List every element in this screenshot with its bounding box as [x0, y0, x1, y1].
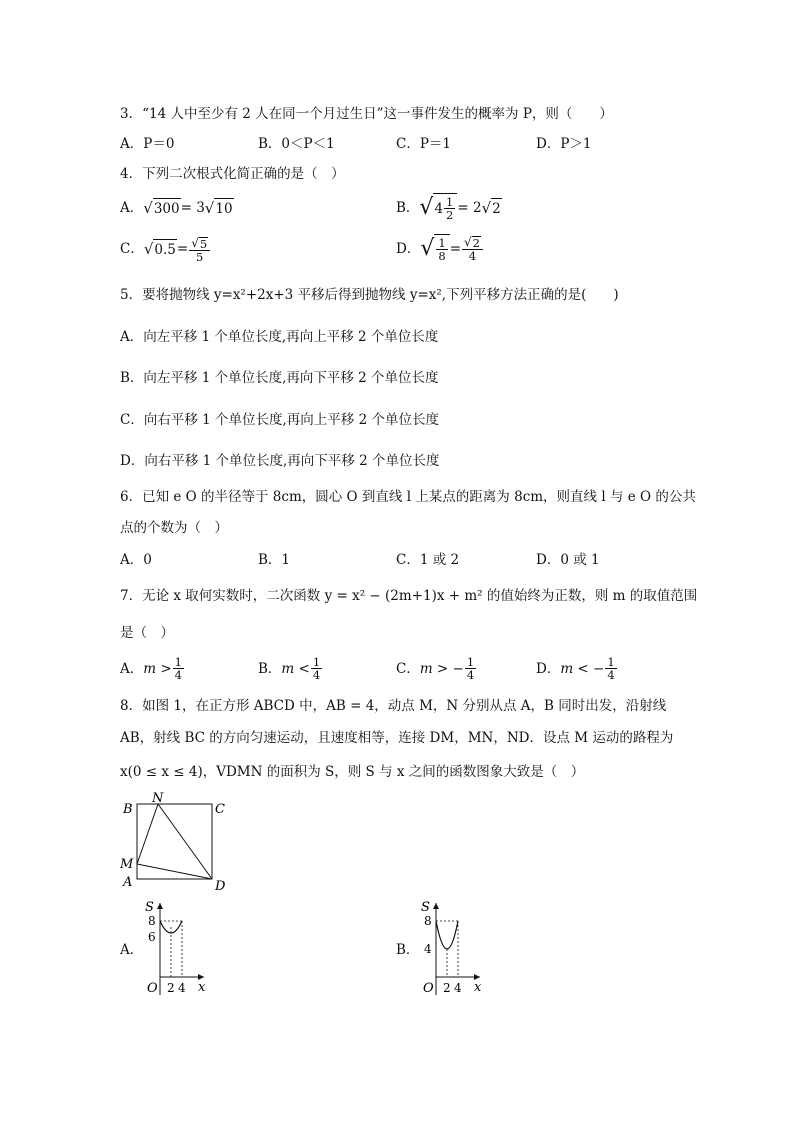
y-axis-label: S: [145, 900, 154, 915]
fraction: [465, 656, 476, 681]
relation: m > −: [419, 660, 464, 677]
numerator: 1: [446, 195, 454, 209]
denominator: 5: [196, 249, 204, 264]
relation: m >: [143, 660, 172, 677]
q7-option-b: [258, 656, 323, 681]
numerator: 1: [466, 655, 475, 669]
option-label: A．: [120, 200, 144, 216]
denominator: 8: [438, 249, 446, 263]
fraction: [311, 656, 322, 681]
denominator: 4: [174, 668, 182, 682]
graph-option-a: [140, 897, 220, 999]
q5-stem: 5．要将抛物线 y=x²+2x+3 平移后得到抛物线 y=x²,下列平移方法正确的是( ): [120, 287, 619, 303]
origin-label: O: [147, 981, 158, 996]
option-label: B．: [258, 660, 282, 677]
denominator: 4: [312, 668, 321, 682]
tick-2: 2: [167, 981, 175, 995]
q5-option-c: C．向右平移 1 个单位长度,再向上平移 2 个单位长度: [120, 412, 439, 428]
graph-option-b: [416, 897, 496, 999]
q4-option-d: [396, 234, 484, 264]
q5-option-b: B．向左平移 1 个单位长度,再向下平移 2 个单位长度: [120, 370, 439, 386]
tick-4: 4: [424, 942, 432, 956]
fraction: √ 5 5: [189, 236, 210, 263]
q8-option-b-label: B．: [396, 942, 420, 958]
x-axis-label: x: [198, 980, 206, 995]
relation: m <: [281, 660, 310, 677]
equals: =: [176, 241, 189, 258]
q8-line-2: AB，射线 BC 的方向匀速运动，且速度相等，连接 DM，MN，ND．设点 M 运动的路程为: [120, 730, 674, 746]
label-d: D: [215, 879, 226, 894]
option-label: A．: [120, 660, 144, 677]
q8-line-1: 8．如图 1，在正方形 ABCD 中，AB = 4，动点 M，N 分别从点 A，B 同时出发，沿射线: [120, 698, 667, 714]
tick-8: 8: [424, 914, 432, 928]
option-label: C．: [120, 241, 144, 258]
numerator: 1: [438, 236, 446, 250]
q3-option-b: B．0＜P＜1: [258, 136, 335, 152]
q8-line-3: x(0 ≤ x ≤ 4)，VDMN 的面积为 S，则 S 与 x 之间的函数图象大致是（ ）: [120, 764, 585, 780]
q7-option-d: [536, 656, 618, 681]
tick-6: 6: [148, 930, 156, 944]
q4-option-b: [396, 193, 502, 223]
tick-4: 4: [454, 981, 462, 995]
y-axis-label: S: [421, 900, 430, 915]
q4-stem: 4．下列二次根式化简正确的是（ ）: [120, 166, 345, 182]
radicand: 0.5: [153, 239, 176, 259]
relation: m < −: [560, 660, 605, 677]
q3-option-d: D．P＞1: [536, 136, 592, 152]
label-n: N: [152, 792, 164, 806]
label-c: C: [215, 802, 225, 817]
q4-option-c: [120, 236, 211, 263]
q6-option-d: D．0 或 1: [536, 552, 600, 568]
q7-line-2: 是（ ）: [120, 625, 174, 641]
radicand: 300: [153, 198, 181, 218]
numerator: 1: [174, 655, 182, 669]
denominator: 4: [466, 668, 475, 682]
x-axis-label: x: [474, 980, 482, 995]
equals: = 3: [180, 200, 205, 216]
fraction: [605, 656, 616, 681]
q5-option-d: D．向右平移 1 个单位长度,再向下平移 2 个单位长度: [120, 453, 440, 469]
q4-option-a: [120, 198, 234, 218]
equals: =: [449, 241, 461, 257]
sqrt: √ 2: [481, 199, 501, 217]
q5-option-a: A．向左平移 1 个单位长度,再向上平移 2 个单位长度: [120, 329, 439, 345]
segment-mn: [137, 804, 158, 864]
numerator: 1: [607, 655, 615, 669]
q6-line-1: 6．已知 e O 的半径等于 8cm，圆心 O 到直线 l 上某点的距离为 8cm，则直线 l 与 e O 的公共: [120, 489, 696, 505]
tick-8: 8: [148, 914, 156, 928]
sqrt: √ 0.5: [143, 240, 176, 259]
sqrt: √ 300: [143, 199, 180, 217]
numerator: 2: [472, 236, 480, 251]
integer-part: 4: [434, 200, 444, 217]
label-b: B: [123, 802, 133, 817]
q3-option-a: A．P＝0: [120, 136, 175, 152]
q3-stem: 3．“14 人中至少有 2 人在同一个月过生日”这一事件发生的概率为 P，则（ ）: [120, 106, 613, 122]
label-a: A: [123, 875, 133, 890]
fraction: √ 2 4: [462, 236, 483, 263]
sqrt: √ $\frac{1}{8}$: [420, 234, 449, 264]
fraction: [173, 656, 184, 681]
q6-option-a: A．0: [120, 552, 152, 568]
square-abcd-figure: [112, 792, 242, 896]
option-label: D．: [536, 660, 561, 677]
denominator: 4: [468, 249, 477, 264]
segment-dm: [137, 864, 212, 879]
denominator: 4: [607, 668, 615, 682]
origin-label: O: [423, 981, 434, 996]
option-label: C．: [396, 660, 420, 677]
square-outline: [137, 804, 212, 879]
numerator: 5: [199, 236, 208, 251]
q8-option-a-label: A．: [120, 942, 144, 958]
q6-line-2: 点的个数为（ ）: [120, 520, 228, 536]
equals: = 2: [457, 200, 482, 216]
denominator: 2: [446, 208, 454, 222]
option-label: B．: [396, 200, 420, 216]
label-m: M: [120, 857, 134, 872]
radicand: 2: [491, 198, 502, 218]
numerator: 1: [312, 655, 321, 669]
q3-option-c: C．P＝1: [396, 136, 452, 152]
q7-line-1: 7．无论 x 取何实数时，二次函数 y = x² − (2m+1)x + m² 的值始终为正数，则 m 的取值范围: [120, 588, 698, 604]
segment-nd: [158, 804, 212, 879]
option-label: D．: [396, 241, 421, 257]
curve: [436, 921, 458, 949]
tick-2: 2: [443, 981, 451, 995]
sqrt: √ 4 $\frac{1}{2}$: [419, 193, 457, 223]
q7-option-a: [120, 656, 185, 681]
radicand: 10: [214, 198, 233, 218]
q6-option-c: C．1 或 2: [396, 552, 460, 568]
q7-option-c: [396, 656, 477, 681]
tick-4: 4: [178, 981, 186, 995]
sqrt: √ 10: [204, 199, 233, 217]
q6-option-b: B．1: [258, 552, 291, 568]
